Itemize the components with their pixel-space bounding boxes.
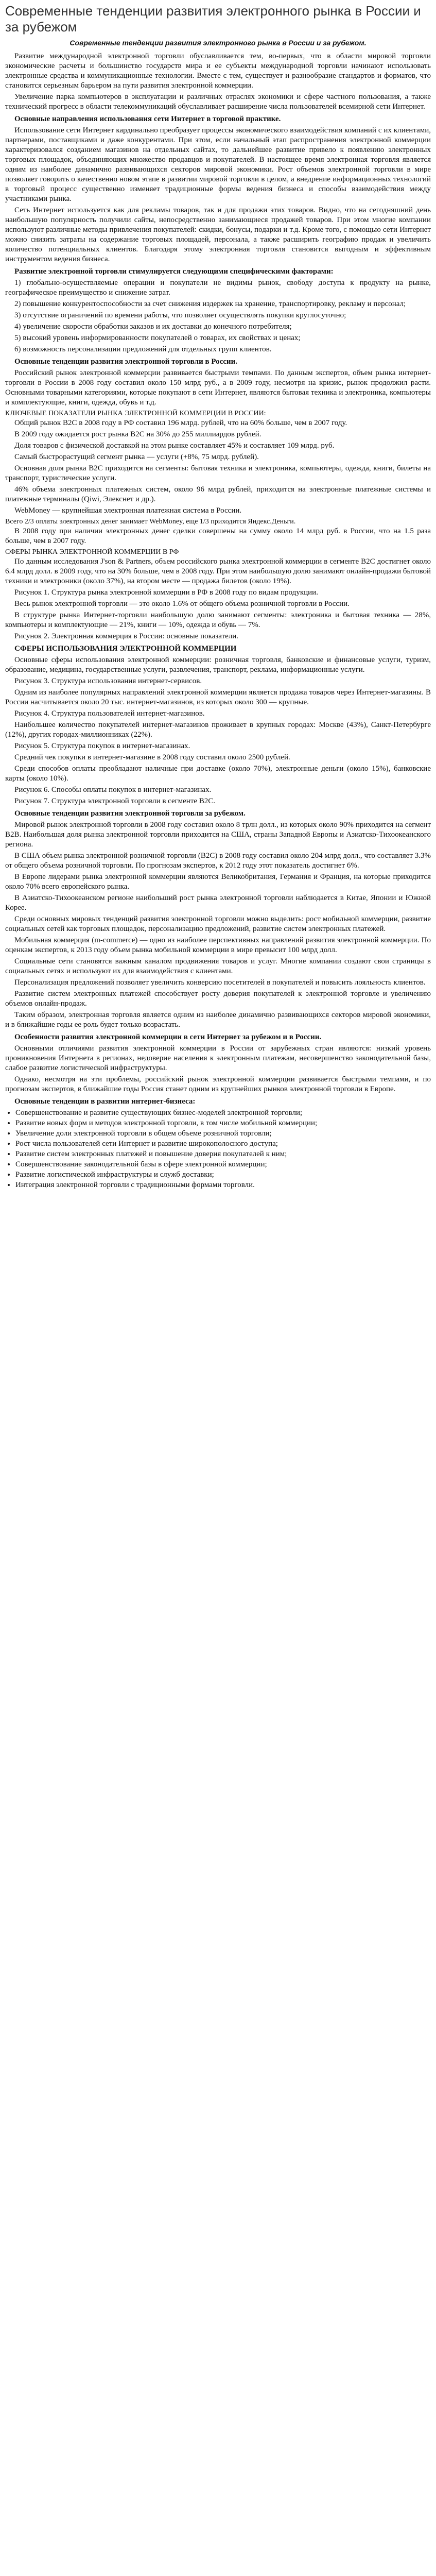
section-heading: Основные тенденции развития электронной торговли в России. bbox=[14, 358, 237, 366]
body-paragraph: В Азиатско-Тихоокеанском регионе наибольший рост рынка электронной торговли наблюдается в Китае, Японии и Южной Корее. bbox=[5, 894, 431, 912]
body-paragraph: Мировой рынок электронной торговли в 2008 году составил около 8 трлн долл., из которых около 90% приходится на сегмент B2B. Наибольшая доля рынка электронной торговли приходится на США, страны Западной Европы и Азиатско-Тихоокеанского региона. bbox=[5, 821, 431, 849]
body-paragraph: Основная доля рынка B2C приходится на сегменты: бытовая техника и электроника, компьютеры, одежда, книги, билеты на транспорт, туристические услуги. bbox=[5, 464, 431, 482]
body-paragraph: Рисунок 2. Электронная коммерция в России: основные показатели. bbox=[14, 632, 239, 640]
body-paragraph: В США объем рынка электронной розничной торговли (B2C) в 2008 году составил около 204 млрд долл., что составляет 3.3% от общего объема розничной торговли. По прогнозам экспертов, к 2012 году этот показатель достигнет 6%. bbox=[5, 852, 431, 870]
body-paragraph: Использование сети Интернет кардинально преобразует процессы экономического взаимодействия компаний с их клиентами, партнерами, поставщиками и даже конкурентами. При этом, если начальный этап распространения электронной коммерции характеризовался созданием магазинов на отдельных сайтах, то дальнейшее развитие привело к появлению электронных торговых площадок, объединяющих множество продавцов и покупателей. В настоящее время электронная торговля является одним из наиболее динамично развивающихся секторов мировой экономики. Рост объемов электронной торговли в мире позволяет говорить о качественно новом этапе в развитии мировой торговли в целом, а внедрение информационных технологий в торговый процесс существенно изменяет традиционные формы ведения бизнеса и способы взаимодействия между участниками рынка. bbox=[5, 126, 431, 203]
body-paragraph: Развитие международной электронной торговли обуславливается тем, во-первых, что в области мировой торговли экономические расчеты и большинство государств мира и ее субъекты международной торговли начинают использовать электронные средства и коммуникационные технологии. Вместе с тем, существует и разнообразие стандартов и форматов, что становится серьезным барьером на пути развития электронной коммерции. bbox=[5, 52, 431, 90]
body-paragraph: Основными отличиями развития электронной коммерции в России от зарубежных стран являются: низкий уровень проникновения Интернета в регионах, недоверие населения к электронным платежам, несовершенство законодательной базы, слабое развитие логистической инфраструктуры. bbox=[5, 1044, 431, 1072]
list-item: • Совершенствование законодательной базы в сфере электронной коммерции; bbox=[15, 1160, 431, 1170]
section-heading: СФЕРЫ ИСПОЛЬЗОВАНИЯ ЭЛЕКТРОННОЙ КОММЕРЦИИ bbox=[14, 645, 237, 653]
section-heading: Основные тенденции развития электронной торговли за рубежом. bbox=[14, 809, 246, 818]
body-paragraph: 46% объема электронных платежных систем, около 96 млрд рублей, приходится на электронные платежные системы и платежные терминалы (Qiwi, Элекснет и др.). bbox=[5, 485, 431, 503]
body-paragraph: Рисунок 6. Способы оплаты покупок в интернет-магазинах. bbox=[14, 786, 212, 794]
body-paragraph: Таким образом, электронная торговля является одним из наиболее динамично развивающихся секторов мировой экономики, и в ближайшие годы ее роль будет только возрастать. bbox=[5, 1011, 431, 1029]
section-heading: Основные тенденции в развитии интернет-бизнеса: bbox=[14, 1097, 196, 1106]
list-item: • Интеграция электронной торговли с традиционными формами торговли. bbox=[15, 1180, 431, 1190]
body-paragraph: Весь рынок электронной торговли — это около 1.6% от общего объема розничной торговли в России. bbox=[14, 600, 350, 608]
body-paragraph: Доля товаров с физической доставкой на этом рынке составляет 45% и составляет 109 млрд. руб. bbox=[14, 442, 335, 450]
body-paragraph: Рисунок 5. Структура покупок в интернет-магазинах. bbox=[14, 742, 190, 750]
body-paragraph: Мобильная коммерция (m-commerce) — одно из наиболее перспективных направлений развития электронной коммерции. По оценкам экспертов, к 2013 году объем рынка мобильной коммерции в мире превысит 100 млрд долл. bbox=[5, 936, 431, 954]
body-paragraph: В 2008 году при наличии электронных денег сделки совершены на сумму около 14 млрд руб. в России, что на 1.5 раза больше, чем в 2007 году. bbox=[5, 527, 431, 545]
body-paragraph: 2) повышение конкурентоспособности за счет снижения издержек на хранение, транспортировку, рекламу и персонал; bbox=[14, 300, 406, 308]
body-paragraph: Средний чек покупки в интернет-магазине в 2008 году составил около 2500 рублей. bbox=[14, 753, 290, 761]
body-paragraph: Рисунок 4. Структура пользователей интернет-магазинов. bbox=[14, 709, 205, 718]
body-paragraph: WebMoney — крупнейшая электронная платежная система в России. bbox=[14, 506, 242, 515]
body-paragraph: Сеть Интернет используется как для рекламы товаров, так и для продажи этих товаров. Видно, что на сегодняшний день наибольшую популярность получили сайты, непосредственно занимающиеся продажей товаров. При этом многие компании используют различные методы привлечения покупателей: скидки, бонусы, подарки и т.д. Кроме того, с помощью сети Интернет можно снизить затраты на содержание торговых площадей, персонала, а также расширить географию продаж и увеличить количество потенциальных клиентов. Благодаря этому электронная торговля становится выгодным и эффективным инструментом ведения бизнеса. bbox=[5, 206, 431, 263]
body-paragraph: Общий рынок B2C в 2008 году в РФ составил 196 млрд. рублей, что на 60% больше, чем в 2007 году. bbox=[14, 419, 347, 427]
body-paragraph: 5) высокий уровень информированности покупателей о товарах, их свойствах и ценах; bbox=[14, 334, 301, 342]
body-paragraph: В Европе лидерами рынка электронной коммерции являются Великобритания, Германия и Франция, на которые приходится около 70% всего европейского рынка. bbox=[5, 873, 431, 891]
list-item: • Рост числа пользователей сети Интернет и развитие широкополосного доступа; bbox=[15, 1139, 431, 1149]
body-paragraph: Самый быстрорастущий сегмент рынка — услуги (+8%, 75 млрд. рублей). bbox=[14, 453, 259, 461]
list-item: • Развитие логистической инфраструктуры и служб доставки; bbox=[15, 1170, 431, 1180]
body-paragraph: 6) возможность персонализации предложений для отдельных групп клиентов. bbox=[14, 345, 272, 353]
body-paragraph: Рисунок 7. Структура электронной торговли в сегменте B2C. bbox=[14, 797, 216, 805]
body-paragraph: По данным исследования J'son & Partners, объем российского рынка электронной коммерции в сегменте B2C достигнет около 6.4 млрд долл. в 2009 году, что на 30% больше, чем в 2008 году. При этом наибольшую долю занимают онлайн-продажи бытовой техники и электроники (около 37%), на втором месте — продажа билетов (около 19%). bbox=[5, 557, 431, 585]
list-item: • Совершенствование и развитие существующих бизнес-моделей электронной торговли; bbox=[15, 1108, 431, 1118]
document-body bbox=[5, 52, 431, 1190]
plain-line: СФЕРЫ РЫНКА ЭЛЕКТРОННОЙ КОММЕРЦИИ В РФ bbox=[5, 548, 179, 556]
body-paragraph: Среди основных мировых тенденций развития электронной торговли можно выделить: рост мобильной коммерции, развитие социальных сетей как торговых площадок, персонализацию предложений, развитие систем электронных платежей. bbox=[5, 915, 431, 933]
body-paragraph: Увеличение парка компьютеров в эксплуатации и различных отраслях экономики и сфере частного пользования, а также технический прогресс в области телекоммуникаций обуславливает расширение числа пользователей всемирной сети Интернет. bbox=[5, 93, 431, 111]
body-paragraph: Основные сферы использования электронной коммерции: розничная торговля, банковские и финансовые услуги, туризм, образование, медицина, государственные услуги, развлечения, транспорт, реклама, информационные услуги. bbox=[5, 656, 431, 674]
body-paragraph: Социальные сети становятся важным каналом продвижения товаров и услуг. Многие компании создают свои страницы в социальных сетях и используют их для взаимодействия с клиентами. bbox=[5, 957, 431, 975]
body-paragraph: Наибольшее количество покупателей интернет-магазинов проживает в крупных городах: Москве (43%), Санкт-Петербурге (12%), других городах-миллионниках (22%). bbox=[5, 721, 431, 739]
body-paragraph: 4) увеличение скорости обработки заказов и их доставки до конечного потребителя; bbox=[14, 323, 292, 331]
body-paragraph: Рисунок 1. Структура рынка электронной коммерции в РФ в 2008 году по видам продукции. bbox=[14, 588, 318, 597]
document-page bbox=[0, 0, 436, 1197]
body-paragraph: Одним из наиболее популярных направлений электронной коммерции является продажа товаров через Интернет-магазины. В России насчитывается около 20 тыс. интернет-магазинов, из которых около 300 — крупные. bbox=[5, 688, 431, 706]
document-subtitle: Современные тенденции развития электронного рынка в России и за рубежом. bbox=[69, 39, 367, 47]
body-paragraph: 1) глобально-осуществляемые операции и покупатели не видимы рынок, свободу доступа к продукту на рынке, географическое преимущество и снижение затрат. bbox=[5, 279, 431, 297]
section-heading: Основные направления использования сети Интернет в торговой практике. bbox=[14, 115, 281, 123]
body-paragraph: В структуре рынка Интернет-торговли наибольшую долю занимают сегменты: электроника и бытовая техника — 28%, компьютеры и комплектующие — 21%, книги — 10%, одежда и обувь — 7%. bbox=[5, 611, 431, 629]
body-paragraph: Российский рынок электронной коммерции развивается быстрыми темпами. По данным экспертов, объем рынка интернет-торговли в России в 2008 году составил около 150 млрд руб., а в 2009 году, несмотря на кризис, рынок продолжил расти. Основными товарными категориями, которые покупают в сети Интернет, являются бытовая техника и электроника, компьютеры и комплектующие, книги, одежда, обувь и т.д. bbox=[5, 369, 431, 406]
body-paragraph: Среди способов оплаты преобладают наличные при доставке (около 70%), электронные деньги (около 15%), банковские карты (около 10%). bbox=[5, 765, 431, 783]
list-item: • Развитие новых форм и методов электронной торговли, в том числе мобильной коммерции; bbox=[15, 1118, 431, 1128]
page-title: Современные тенденции развития электронного рынка в России и за рубежом bbox=[5, 3, 421, 35]
plain-line: Всего 2/3 оплаты электронных денег занимает WebMoney, еще 1/3 приходится Яндекс.Деньги. bbox=[5, 518, 296, 526]
list-item: • Развитие систем электронных платежей и повышение доверия покупателей к ним; bbox=[15, 1149, 431, 1159]
body-paragraph: Рисунок 3. Структура использования интернет-сервисов. bbox=[14, 677, 202, 685]
body-paragraph: В 2009 году ожидается рост рынка B2C на 30% до 255 миллиардов рублей. bbox=[14, 430, 261, 438]
section-heading: Развитие электронной торговли стимулируется следующими специфическими факторами: bbox=[14, 267, 334, 276]
body-paragraph: 3) отсутствие ограничений по времени работы, что позволяет осуществлять покупки круглосуточно; bbox=[14, 311, 346, 319]
body-paragraph: Развитие систем электронных платежей способствует росту доверия покупателей к электронной торговле и увеличению объемов онлайн-продаж. bbox=[5, 990, 431, 1008]
plain-line: КЛЮЧЕВЫЕ ПОКАЗАТЕЛИ РЫНКА ЭЛЕКТРОННОЙ КОММЕРЦИИ В РОССИИ: bbox=[5, 410, 266, 417]
section-heading: Особенности развития электронной коммерции в сети Интернет за рубежом и в России. bbox=[14, 1033, 322, 1041]
bullet-list bbox=[15, 1108, 431, 1190]
body-paragraph: Однако, несмотря на эти проблемы, российский рынок электронной коммерции развивается быстрыми темпами, и по прогнозам экспертов, в ближайшие годы Россия станет одним из крупнейших рынков электронной торговли в Европе. bbox=[5, 1075, 431, 1093]
body-paragraph: Персонализация предложений позволяет увеличить конверсию посетителей в покупателей и повысить лояльность клиентов. bbox=[14, 978, 426, 987]
list-item: • Увеличение доли электронной торговли в общем объеме розничной торговли; bbox=[15, 1129, 431, 1139]
